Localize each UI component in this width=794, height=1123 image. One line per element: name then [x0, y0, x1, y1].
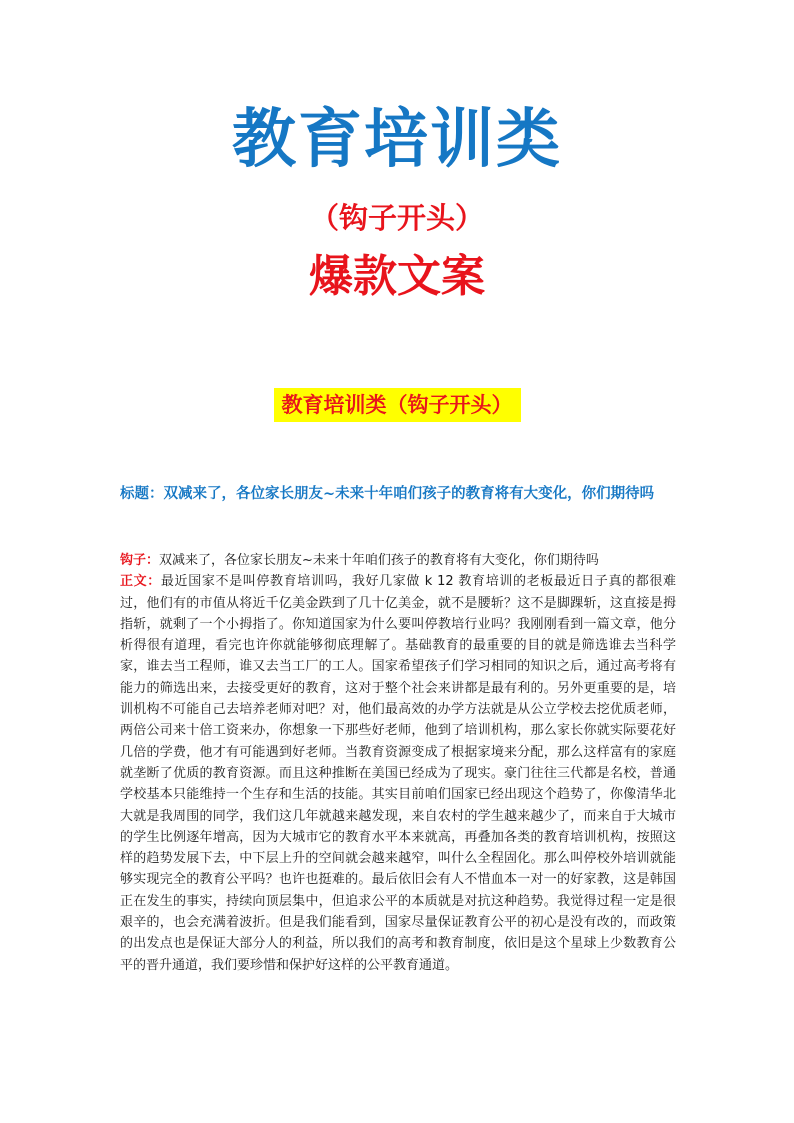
section-heading-wrap — [0, 388, 794, 422]
headline-text: 双减来了，各位家长朋友~未来十年咱们孩子的教育将有大变化，你们期待吗 — [163, 486, 655, 502]
article-body — [120, 550, 676, 976]
sub-title: （钩子开头） — [309, 201, 484, 235]
hook-label: 钩子： — [120, 553, 160, 568]
hot-copy-title: 爆款文案 — [309, 251, 485, 302]
body-paragraph — [120, 571, 676, 976]
body-text: 最近国家不是叫停教育培训吗，我好几家做 k 12 教育培训的老板最近日子真的都很难过，他们有的市值从将近千亿美金跌到了几十亿美金，就不是腰斩？这不是脚踝斩，这直接是拇指斩，就剩了一个小拇指了。你知道国家为什么要叫停教培行业吗？我刚刚看到一篇文章，他分析得很有道理，看完也许你就能够彻底理解了。基础教育的最重要的目的就是筛选谁去当科学家，谁去当工程师，谁又去当工厂的工人。国家希望孩子们学习相同的知识之后，通过高考将有能力的筛选出来，去接受更好的教育，这对于整个社会来讲都是最有利的。另外更重要的是，培训机构不可能自己去培养老师对吧？对，他们最高效的办学方法就是从公立学校去挖优质老师，两倍公司来十倍工资来办，你想象一下那些好老师，他到了培训机构，那么家长你就实际要花好几倍的学费，他才有可能遇到好老师。当教育资源变成了根据家境来分配，那么这样富有的家庭就垄断了优质的教育资源。而且这种推断在美国已经成为了现实。豪门往往三代都是名校，普通学校基本只能维持一个生存和生活的技能。其实目前咱们国家已经出现这个趋势了，你像清华北大就是我周围的同学，我们这几年就越来越发现，来自农村的学生越来越少了，而来自于大城市的学生比例逐年增高，因为大城市它的教育水平本来就高，再叠加各类的教育培训机构，按照这样的趋势发展下去，中下层上升的空间就会越来越窄，叫什么全程固化。那么叫停校外培训就能够实现完全的教育公平吗？也许也挺难的。最后依旧会有人不惜血本一对一的好家教，这是韩国正在发生的事实，持续向顶层集中，但追求公平的本质就是对抗这种趋势。我觉得过程一定是很艰辛的，也会充满着波折。但是我们能看到，国家尽量保证教育公平的初心是没有改的，而政策的出发点也是保证大部分人的利益，所以我们的高考和教育制度，依旧是这个星球上少数教育公平的晋升通道，我们要珍惜和保护好这样的公平教育通道。 — [120, 574, 676, 973]
hook-paragraph — [120, 550, 676, 571]
main-title: 教育培训类 — [232, 103, 562, 177]
article-headline — [120, 476, 680, 512]
body-label: 正文： — [120, 574, 161, 590]
section-heading: 教育培训类（钩子开头） — [274, 388, 521, 422]
hook-text: 双减来了，各位家长朋友~未来十年咱们孩子的教育将有大变化，你们期待吗 — [159, 553, 599, 568]
headline-label: 标题： — [120, 486, 164, 502]
